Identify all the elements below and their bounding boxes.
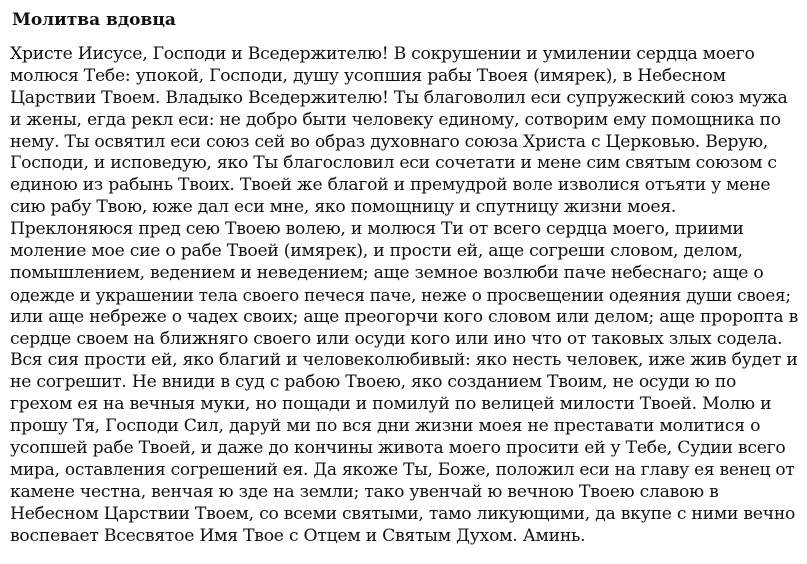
text-line: помышлением, ведением и неведением; аще земное возлюби паче небеснаго; аще о <box>10 262 764 283</box>
prayer-text <box>10 44 800 547</box>
text-line: сердце своем на ближняго своего или осуди кого или ино что от таковых злых содела. <box>10 328 783 349</box>
text-line: не согрешит. Не вниди в суд с рабою Твоею, яко созданием Твоим, не осуди ю по <box>10 372 737 393</box>
text-line: прошу Тя, Господи Сил, даруй ми по вся дни жизни моея не преставати молитися о <box>10 416 761 437</box>
text-line: Вся сия прости ей, яко благий и человеколюбивый: яко несть человек, иже жив будет и <box>10 350 798 371</box>
text-line: сию рабу Твою, юже дал еси мне, яко помощницу и спутницу жизни моея. <box>10 197 677 218</box>
text-line: или аще небреже о чадех своих; аще преогорчи кого словом или делом; аще проропта в <box>10 306 799 327</box>
text-line: моление мое сие о рабе Твоей (имярек), и прости ей, аще согреши словом, делом, <box>10 241 743 262</box>
text-line: усопшей рабе Твоей, и даже до кончины живота моего просити ей у Тебе, Судии всего <box>10 438 786 459</box>
text-line: единою из рабынь Твоих. Твоей же благой и премудрой воле изволися отъяти у мене <box>10 175 771 196</box>
document-title: Молитва вдовца <box>12 10 176 30</box>
text-line: и жены, егда рекл еси: не добро быти человеку единому, сотворим ему помощника по <box>10 109 781 130</box>
text-line: Преклоняюся пред сею Твоею волею, и молюся Ти от всего сердца моего, приими <box>10 219 744 240</box>
text-line: Небесном Царствии Твоем, со всеми святыми, тамо ликующими, да вкупе с ними вечно <box>10 503 796 524</box>
text-line: грехом ея на вечныя муки, но пощади и помилуй по велицей милости Твоей. Молю и <box>10 394 772 415</box>
text-line: одежде и украшении тела своего печеся паче, неже о просвещении одеяния души своея; <box>10 284 791 305</box>
document-page <box>10 8 800 558</box>
text-line: камене честна, венчая ю зде на земли; тако увенчай ю вечною Твоею славою в <box>10 481 719 502</box>
text-line: воспевает Всесвятое Имя Твое с Отцем и Святым Духом. Аминь. <box>10 525 586 546</box>
text-line: мира, оставления согрешений ея. Да якоже Ты, Боже, положил еси на главу ея венец от <box>10 459 795 480</box>
text-line: нему. Ты освятил еси союз сей во образ духовнаго союза Христа с Церковью. Верую, <box>10 131 769 152</box>
text-line: молюся Тебе: упокой, Господи, душу усопшия рабы Твоея (имярек), в Небесном <box>10 65 726 86</box>
text-line: Христе Иисусе, Господи и Вседержителю! В сокрушении и умилении сердца моего <box>10 44 755 64</box>
text-line: Царствии Твоем. Владыко Вседержителю! Ты благоволил еси супружеский союз мужа <box>10 87 788 108</box>
text-line: Господи, и исповедую, яко Ты благословил еси сочетати и мене сим святым союзом с <box>10 153 777 174</box>
